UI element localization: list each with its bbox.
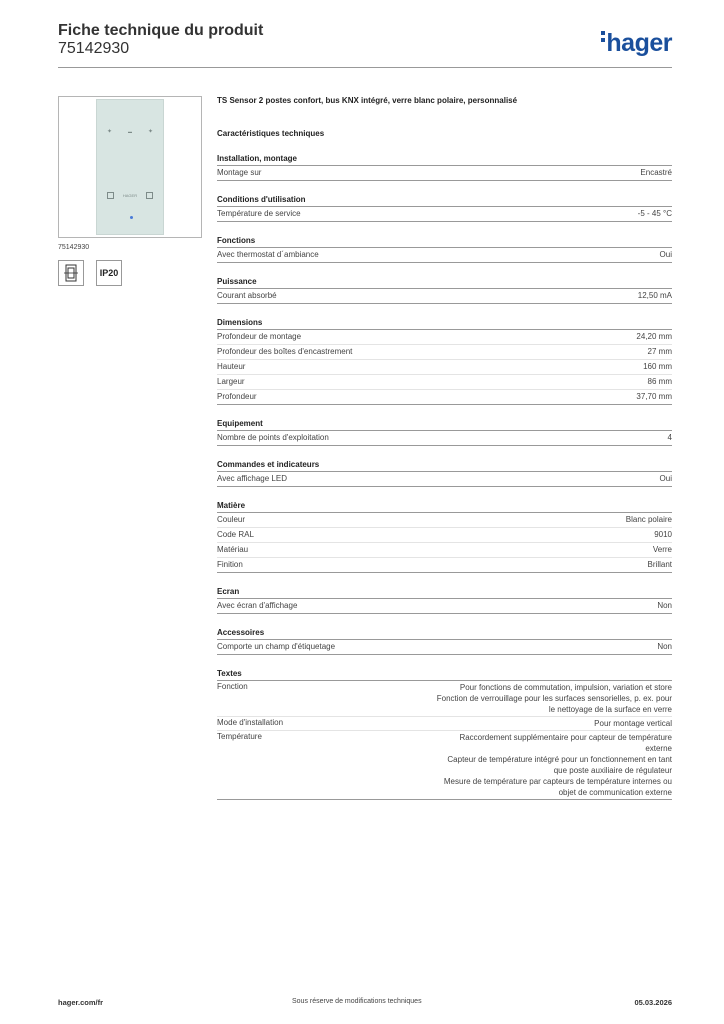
- spec-label: Montage sur: [217, 168, 262, 177]
- footer-date: 05.03.2026: [634, 998, 672, 1007]
- spec-label: Largeur: [217, 377, 245, 386]
- logo-dots-icon: [601, 28, 605, 45]
- spec-label: Profondeur: [217, 392, 257, 401]
- spec-row: [217, 599, 672, 614]
- spec-row: [217, 345, 672, 360]
- status-led: [130, 216, 133, 219]
- text-label: Température: [217, 732, 262, 741]
- spec-value: Oui: [659, 474, 672, 483]
- spec-label: Comporte un champ d'étiquetage: [217, 642, 336, 651]
- spec-label: Couleur: [217, 515, 246, 524]
- product-image: [58, 96, 202, 238]
- spec-label: Profondeur des boîtes d'encastrement: [217, 347, 353, 356]
- spec-value: Non: [657, 601, 672, 610]
- logo-text: hager: [606, 29, 672, 57]
- spec-value: Encastré: [640, 168, 672, 177]
- product-media-column: [58, 96, 202, 286]
- section-title: Accessoires: [217, 628, 672, 640]
- spec-sections: [217, 154, 672, 800]
- footer-notice: Sous réserve de modifications techniques: [292, 998, 422, 1005]
- button-square-icon: [107, 192, 114, 199]
- spec-value: 24,20 mm: [636, 332, 672, 341]
- spec-heading: Caractéristiques techniques: [217, 129, 325, 138]
- spec-section: [217, 587, 672, 614]
- section-title: Puissance: [217, 277, 672, 289]
- spec-value: Verre: [652, 545, 672, 554]
- spec-label: Nombre de points d'exploitation: [217, 433, 329, 442]
- spec-section: [217, 154, 672, 181]
- spec-column: [217, 96, 672, 800]
- spec-row: [217, 248, 672, 263]
- section-title: Commandes et indicateurs: [217, 460, 672, 472]
- spec-row: [217, 390, 672, 405]
- spec-label: Profondeur de montage: [217, 332, 302, 341]
- product-title: TS Sensor 2 postes confort, bus KNX intégré, verre blanc polaire, personnalisé: [217, 96, 518, 105]
- spec-value: 160 mm: [643, 362, 672, 371]
- spec-row: [217, 472, 672, 487]
- spec-row: [217, 375, 672, 390]
- footer-site: hager.com/fr: [58, 998, 104, 1007]
- text-value: Pour montage vertical: [594, 719, 672, 728]
- section-title: Conditions d'utilisation: [217, 195, 672, 207]
- spec-row: [217, 166, 672, 181]
- spec-value: 4: [667, 433, 672, 442]
- spec-row: [217, 330, 672, 345]
- text-label: Mode d'installation: [217, 718, 284, 727]
- spec-row: [217, 207, 672, 222]
- spec-row: [217, 360, 672, 375]
- spec-row: [217, 513, 672, 528]
- spec-value: 9010: [654, 530, 672, 539]
- spec-label: Avec affichage LED: [217, 474, 287, 483]
- text-row: [217, 681, 672, 717]
- section-title: Installation, montage: [217, 154, 672, 166]
- section-title: Fonctions: [217, 236, 672, 248]
- bulb-icon: ✦: [147, 129, 153, 135]
- button-square-icon: [146, 192, 153, 199]
- spec-value: Oui: [659, 250, 672, 259]
- ip-rating-badge: IP20: [96, 260, 122, 286]
- header-divider: [58, 67, 672, 68]
- spec-label: Avec écran d'affichage: [217, 601, 298, 610]
- device-text-placeholder: ▬: [128, 129, 132, 134]
- spec-value: -5 - 45 °C: [637, 209, 672, 218]
- product-reference: 75142930: [58, 40, 130, 57]
- spec-label: Matériau: [217, 545, 249, 554]
- image-reference: 75142930: [58, 244, 90, 251]
- spec-section: [217, 277, 672, 304]
- spec-row: [217, 431, 672, 446]
- spec-row: [217, 289, 672, 304]
- device-label: HAGER: [122, 193, 138, 198]
- spec-section: [217, 195, 672, 222]
- spec-label: Courant absorbé: [217, 291, 277, 300]
- spec-value: Non: [657, 642, 672, 651]
- spec-label: Avec thermostat d´ambiance: [217, 250, 319, 259]
- spec-row: [217, 543, 672, 558]
- text-row: [217, 717, 672, 731]
- spec-section: [217, 460, 672, 487]
- spec-label: Finition: [217, 560, 243, 569]
- text-row: [217, 731, 672, 800]
- spec-value: 12,50 mA: [637, 291, 672, 300]
- spec-value: 86 mm: [647, 377, 672, 386]
- section-title: Dimensions: [217, 318, 672, 330]
- device-illustration: [96, 99, 164, 235]
- spec-section: [217, 318, 672, 405]
- text-value: Pour fonctions de commutation, impulsion, variation et store Fonction de verrouillage pour les surfaces sensorielles, p. ex. pour le nettoyage de la surface en verre: [436, 683, 672, 714]
- flush-mount-icon: [58, 260, 84, 286]
- spec-row: [217, 640, 672, 655]
- spec-value: 27 mm: [647, 347, 672, 356]
- spec-section: [217, 236, 672, 263]
- hager-logo: [601, 28, 672, 58]
- spec-value: 37,70 mm: [636, 392, 672, 401]
- spec-row: [217, 558, 672, 573]
- text-value: Raccordement supplémentaire pour capteur de température externe Capteur de température intégré pour un fonctionnement en tant que poste auxiliaire de régulateur Mesure de température par capteurs de température internes ou objet de communication externe: [443, 733, 672, 797]
- spec-value: Brillant: [647, 560, 672, 569]
- section-title: Equipement: [217, 419, 672, 431]
- page-title: Fiche technique du produit: [58, 22, 264, 39]
- page-header: [58, 22, 672, 70]
- spec-section: [217, 501, 672, 573]
- text-label: Fonction: [217, 682, 248, 691]
- texts-section: [217, 669, 672, 800]
- spec-label: Code RAL: [217, 530, 254, 539]
- spec-section: [217, 628, 672, 655]
- spec-label: Hauteur: [217, 362, 246, 371]
- section-title: Textes: [217, 669, 672, 681]
- certification-badges: [58, 260, 202, 286]
- spec-section: [217, 419, 672, 446]
- section-title: Matière: [217, 501, 672, 513]
- spec-label: Température de service: [217, 209, 301, 218]
- section-title: Ecran: [217, 587, 672, 599]
- spec-value: Blanc polaire: [625, 515, 672, 524]
- bulb-icon: ✦: [107, 129, 113, 135]
- spec-row: [217, 528, 672, 543]
